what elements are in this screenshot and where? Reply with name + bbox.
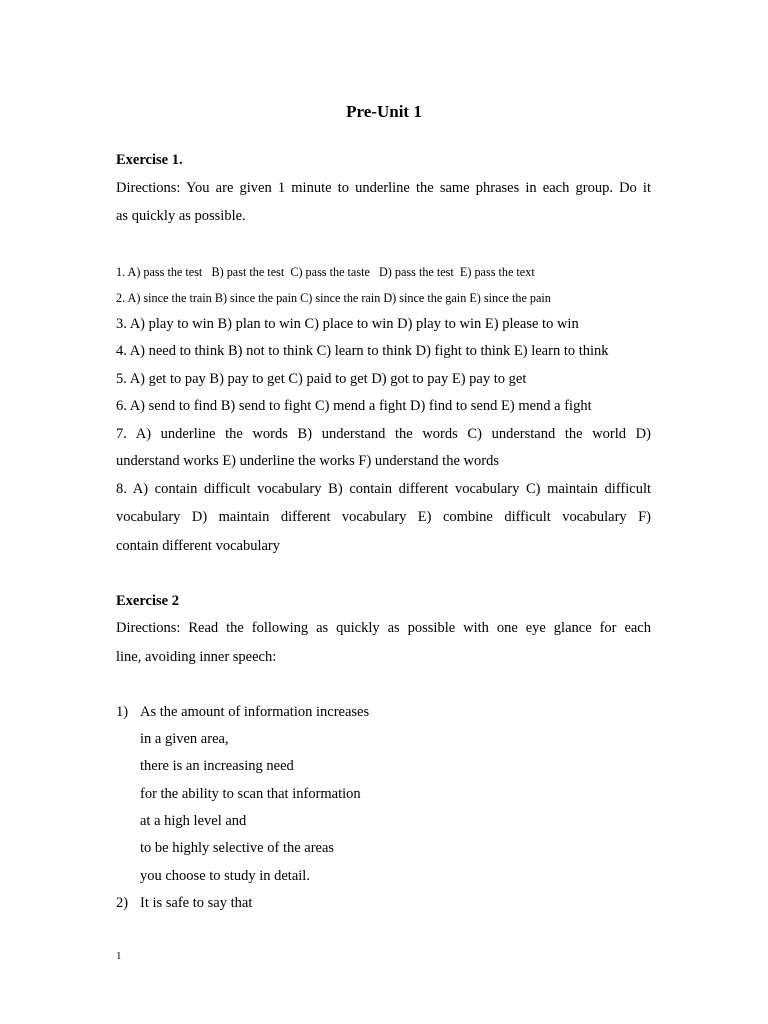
- exercise1-heading: Exercise 1.: [116, 152, 183, 168]
- exercise1-item-8-line2: vocabulary D) maintain different vocabulary E) combine difficult vocabulary F): [116, 509, 651, 525]
- exercise2-directions-line1: Directions: Read the following as quickly as possible with one eye glance for each: [116, 620, 651, 636]
- exercise1-item-3: 3. A) play to win B) plan to win C) place to win D) play to win E) please to win: [116, 316, 579, 332]
- exercise2-item2-line1: It is safe to say that: [140, 895, 253, 911]
- exercise1-item-1: 1. A) pass the test B) past the test C) pass the taste D) pass the test E) pass the text: [116, 265, 535, 279]
- page-title: Pre-Unit 1: [346, 102, 422, 121]
- exercise2-item1-line2: in a given area,: [140, 731, 229, 747]
- exercise1-item-5: 5. A) get to pay B) pay to get C) paid to get D) got to pay E) pay to get: [116, 371, 527, 387]
- exercise2-heading: Exercise 2: [116, 593, 179, 609]
- exercise1-item-2: 2. A) since the train B) since the pain C) since the rain D) since the gain E) since the pain: [116, 291, 551, 305]
- exercise2-item1-marker: 1): [116, 704, 129, 720]
- exercise2-item1-line7: you choose to study in detail.: [140, 868, 310, 884]
- exercise1-item-8-line1: 8. A) contain difficult vocabulary B) contain different vocabulary C) maintain difficult: [116, 481, 651, 497]
- exercise1-item-8-line3: contain different vocabulary: [116, 538, 280, 554]
- exercise2-item1-line3: there is an increasing need: [140, 758, 294, 774]
- exercise2-item2-marker: 2): [116, 895, 129, 911]
- exercise2-item1-line5: at a high level and: [140, 813, 247, 829]
- exercise1-item-6: 6. A) send to find B) send to fight C) mend a fight D) find to send E) mend a fight: [116, 398, 592, 414]
- exercise1-item-4: 4. A) need to think B) not to think C) learn to think D) fight to think E) learn to think: [116, 343, 609, 359]
- exercise1-item-7-line2: understand works E) underline the works F) understand the words: [116, 453, 499, 469]
- exercise2-item1-line6: to be highly selective of the areas: [140, 840, 335, 856]
- page-number: 1: [116, 950, 122, 962]
- exercise2-directions-line2: line, avoiding inner speech:: [116, 649, 277, 665]
- exercise1-item-7-line1: 7. A) underline the words B) understand the words C) understand the world D): [116, 426, 651, 442]
- exercise2-item1-line1: As the amount of information increases: [140, 704, 370, 720]
- exercise1-directions-line2: as quickly as possible.: [116, 208, 246, 224]
- exercise1-directions-line1: Directions: You are given 1 minute to underline the same phrases in each group. Do it: [116, 180, 651, 196]
- exercise2-item1-line4: for the ability to scan that information: [140, 786, 361, 802]
